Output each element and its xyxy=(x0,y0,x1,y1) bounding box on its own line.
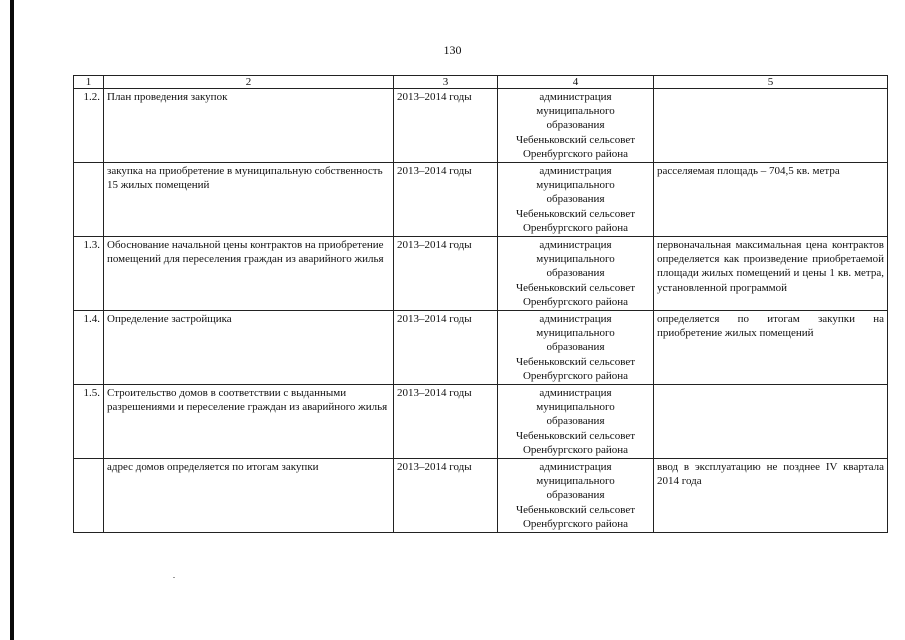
executor-line: Чебеньковский сельсовет xyxy=(515,281,636,294)
timeframe: 2013–2014 годы xyxy=(394,163,498,237)
item-number: 1.4. xyxy=(74,311,104,385)
result-note: ввод в эксплуатацию не позднее IV квартала 2014 года xyxy=(654,459,888,533)
executor-line: Чебеньковский сельсовет xyxy=(515,207,636,220)
executor-line: муниципального xyxy=(536,327,615,340)
executor-line: муниципального xyxy=(536,401,615,414)
executor-line: Оренбургского района xyxy=(522,147,629,160)
executor-line: образования xyxy=(546,267,605,280)
result-note: первоначальная максимальная цена контрактов определяется как произведение приобретаемой площади жилых помещений и цены 1 кв. метра, установленной программой xyxy=(654,237,888,311)
timeframe: 2013–2014 годы xyxy=(394,237,498,311)
header-col-4: 4 xyxy=(498,76,654,89)
page-number: 130 xyxy=(443,43,462,57)
item-number: 1.2. xyxy=(74,89,104,163)
executor xyxy=(498,163,654,237)
executor-line: образования xyxy=(546,119,605,132)
executor-line: муниципального xyxy=(536,253,615,266)
scan-edge-line xyxy=(10,0,14,640)
executor-line: Оренбургского района xyxy=(522,369,629,382)
executor-line: администрация xyxy=(539,313,612,326)
executor-line: образования xyxy=(546,489,605,502)
executor-line: Оренбургского района xyxy=(522,295,629,308)
executor-line: администрация xyxy=(539,165,612,178)
task-description: Строительство домов в соответствии с выданными разрешениями и переселение граждан из аварийного жилья xyxy=(104,385,394,459)
executor-line: администрация xyxy=(539,91,612,103)
table-row xyxy=(74,385,888,459)
task-description: План проведения закупок xyxy=(104,89,394,163)
executor xyxy=(498,237,654,311)
task-description: Обоснование начальной цены контрактов на приобретение помещений для переселения граждан из аварийного жилья xyxy=(104,237,394,311)
executor-line: образования xyxy=(546,341,605,354)
table-row xyxy=(74,459,888,533)
executor xyxy=(498,385,654,459)
result-note xyxy=(654,385,888,459)
executor xyxy=(498,311,654,385)
table-row xyxy=(74,163,888,237)
item-number xyxy=(74,163,104,237)
task-description: Определение застройщика xyxy=(104,311,394,385)
executor-line: Чебеньковский сельсовет xyxy=(515,133,636,146)
header-col-2: 2 xyxy=(104,76,394,89)
executor-line: администрация xyxy=(539,387,612,400)
executor-line: образования xyxy=(546,193,605,206)
executor xyxy=(498,459,654,533)
result-note xyxy=(654,89,888,163)
timeframe: 2013–2014 годы xyxy=(394,459,498,533)
result-note: определяется по итогам закупки на приобретение жилых помещений xyxy=(654,311,888,385)
item-number xyxy=(74,459,104,533)
executor-line: образования xyxy=(546,415,605,428)
timeframe: 2013–2014 годы xyxy=(394,311,498,385)
executor xyxy=(498,89,654,163)
item-number: 1.5. xyxy=(74,385,104,459)
header-col-1: 1 xyxy=(74,76,104,89)
result-note: расселяемая площадь – 704,5 кв. метра xyxy=(654,163,888,237)
task-description: закупка на приобретение в муниципальную собственность 15 жилых помещений xyxy=(104,163,394,237)
item-number: 1.3. xyxy=(74,237,104,311)
executor-line: Оренбургского района xyxy=(522,517,629,530)
header-col-3: 3 xyxy=(394,76,498,89)
table-row xyxy=(74,89,888,163)
executor-line: муниципального xyxy=(536,105,615,118)
header-row xyxy=(74,76,888,89)
executor-line: Оренбургского района xyxy=(522,443,629,456)
executor-line: Чебеньковский сельсовет xyxy=(515,355,636,368)
executor-line: администрация xyxy=(539,461,612,474)
header-col-5: 5 xyxy=(654,76,888,89)
executor-line: Чебеньковский сельсовет xyxy=(515,503,636,516)
timeframe: 2013–2014 годы xyxy=(394,385,498,459)
table-row xyxy=(74,311,888,385)
executor-line: муниципального xyxy=(536,475,615,488)
executor-line: администрация xyxy=(539,239,612,252)
executor-line: муниципального xyxy=(536,179,615,192)
scan-speck xyxy=(173,577,175,578)
plan-table xyxy=(73,75,888,533)
timeframe: 2013–2014 годы xyxy=(394,89,498,163)
task-description: адрес домов определяется по итогам закупки xyxy=(104,459,394,533)
executor-line: Чебеньковский сельсовет xyxy=(515,429,636,442)
executor-line: Оренбургского района xyxy=(522,221,629,234)
table-row xyxy=(74,237,888,311)
